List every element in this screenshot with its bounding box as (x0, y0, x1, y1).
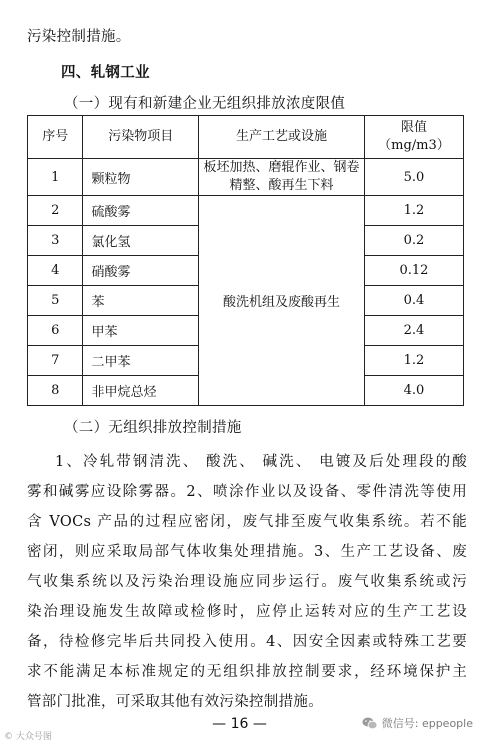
paragraph-line: 管部门批准，可采取其他有效污染控制措施。 (27, 694, 323, 710)
header-process: 生产工艺或设施 (199, 116, 365, 159)
cell-limit: 0.2 (364, 226, 463, 256)
measures-paragraph (27, 447, 467, 717)
page-number: — 16 — (212, 716, 267, 732)
header-limit-label: 限值 (400, 120, 427, 135)
cell-process-merged: 酸洗机组及废酸再生 (199, 196, 365, 406)
paragraph-line: 染治理设施发生故障或检修时，应停止运转对应的生产工艺设 (27, 604, 467, 620)
cell-pollutant: 甲苯 (83, 316, 199, 346)
cell-pollutant: 硫酸雾 (83, 196, 199, 226)
cell-no: 6 (28, 316, 83, 346)
emission-limit-table (27, 115, 464, 406)
cell-pollutant: 苯 (83, 286, 199, 316)
table-row (28, 196, 464, 226)
subsection-title-limits: （一）现有和新建企业无组织排放浓度限值 (64, 96, 346, 112)
cell-pollutant: 硝酸雾 (83, 256, 199, 286)
paragraph-line: 备，待检修完毕后共同投入使用。4、因安全因素或特殊工艺要 (27, 634, 467, 650)
table-row (28, 159, 464, 196)
cell-process-line1: 板坯加热、磨辊作业、钢卷 (203, 160, 360, 175)
cell-no: 5 (28, 286, 83, 316)
subsection-title-measures: （二）无组织排放控制措施 (64, 420, 242, 436)
paragraph-line: 雾和碱雾应设除雾器。2、喷涂作业以及设备、零件清洗等使用 (27, 484, 467, 500)
cell-limit: 0.4 (364, 286, 463, 316)
cell-limit: 1.2 (364, 196, 463, 226)
paragraph-line: 求不能满足本标准规定的无组织排放控制要求，经环境保护主 (27, 664, 467, 680)
cell-limit: 4.0 (364, 376, 463, 406)
watermark-left: © 大众号图 (4, 732, 52, 742)
cell-pollutant: 二甲苯 (83, 346, 199, 376)
table-header-row (28, 116, 464, 159)
header-limit (364, 116, 463, 159)
watermark-right-text: 微信号: eppeople (381, 717, 473, 730)
header-pollutant: 污染物项目 (83, 116, 199, 159)
cell-no: 7 (28, 346, 83, 376)
cell-no: 3 (28, 226, 83, 256)
cell-no: 8 (28, 376, 83, 406)
cell-no: 4 (28, 256, 83, 286)
carry-over-line: 污染控制措施。 (27, 29, 131, 45)
paragraph-line: 含 VOCs 产品的过程应密闭，废气排至废气收集系统。若不能 (27, 514, 467, 530)
cell-limit: 2.4 (364, 316, 463, 346)
cell-limit: 5.0 (364, 159, 463, 196)
paragraph-line: 1、冷轧带钢清洗、 酸洗、 碱洗、 电镀及后处理段的酸 (55, 454, 467, 470)
header-limit-unit: （mg/m3） (378, 138, 450, 153)
header-no: 序号 (28, 116, 83, 159)
section-title: 四、轧钢工业 (61, 65, 150, 81)
cell-no: 2 (28, 196, 83, 226)
cell-no: 1 (28, 159, 83, 196)
cell-process-line2: 精整、酸再生下料 (229, 178, 334, 193)
wechat-icon (362, 717, 378, 730)
paragraph-line: 气收集系统以及污染治理设施应同步运行。废气收集系统或污 (27, 574, 467, 590)
cell-pollutant: 非甲烷总烃 (83, 376, 199, 406)
watermark-right (362, 715, 473, 731)
cell-limit: 1.2 (364, 346, 463, 376)
cell-pollutant: 氯化氢 (83, 226, 199, 256)
paragraph-line: 密闭，则应采取局部气体收集处理措施。3、生产工艺设备、废 (27, 544, 467, 560)
cell-process (199, 159, 365, 196)
cell-limit: 0.12 (364, 256, 463, 286)
cell-pollutant: 颗粒物 (83, 159, 199, 196)
